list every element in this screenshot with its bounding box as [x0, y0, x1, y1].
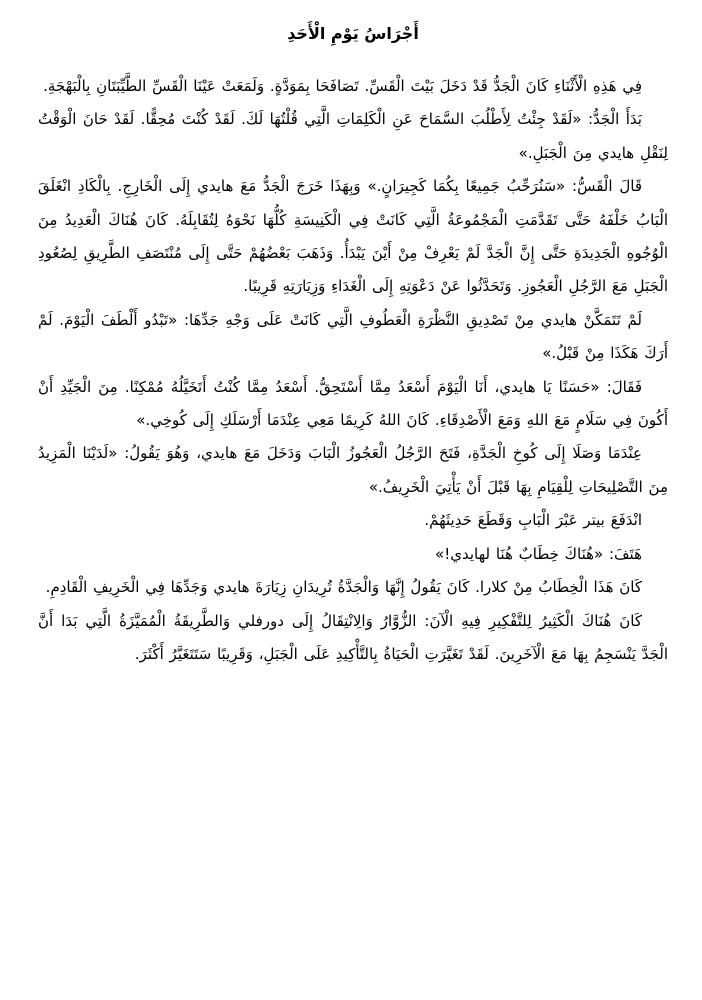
story-body	[38, 70, 668, 671]
story-paragraph: بَدَأَ الْجَدُّ: «لَقَدْ جِئْتُ لِأَطْلُبَ السَّمَاحَ عَنِ الْكَلِمَاتِ الَّتِي قُلْتُهَا لَكَ. لَقَدْ كُنْتَ مُحِقًّا. لَقَدْ حَانَ الْوَقْتُ لِنَقْلِ هايدي مِنَ الْجَبَلِ.»	[38, 110, 668, 162]
story-paragraph: كَانَ هُنَاكَ الْكَثِيرُ لِلتَّفْكِيرِ فِيهِ الْآنَ: الزُّوَّارُ وَالِانْتِقَالُ إِلَى دورفلي وَالطَّرِيقَةُ الْمُمَيَّزَةُ الَّتِي بَدَا أَنَّ الْجَدَّ يَنْسَجِمُ بِهَا مَعَ الْآخَرِينَ. لَقَدْ تَغَيَّرَتِ الْحَيَاةُ بِالتَّأْكِيدِ عَلَى الْجَبَلِ، وَقَرِيبًا سَتَتَغَيَّرُ أَكْثَرَ.	[38, 611, 668, 663]
story-paragraph: انْدَفَعَ بيتر عَبْرَ الْبَابِ وَقَطَعَ حَدِيثَهُمْ.	[424, 511, 642, 530]
page-title: أَجْرَاسُ يَوْمِ الْأَحَدِ	[287, 24, 419, 43]
story-paragraph: لَمْ تَتَمَكَّنْ هايدي مِنْ تَصْدِيقِ النَّظْرَةِ الْعَطُوفِ الَّتِي كَانَتْ عَلَى وَجْهِ جَدِّهَا: «تَبْدُو أَلْطَفَ الْيَوْمَ. لَمْ أَرَكَ هَكَذَا مِنْ قَبْلُ.»	[38, 310, 668, 363]
story-paragraph: كَانَ هَذَا الْخِطَابُ مِنْ كلارا. كَانَ يَقُولُ إِنَّهَا وَالْجَدَّةُ تُرِيدَانِ زِيَارَةَ هايدي وَجَدِّهَا فِي الْخَرِيفِ الْقَادِمِ.	[45, 578, 642, 597]
story-paragraph: عِنْدَمَا وَصَلَا إِلَى كُوخِ الْجَدَّةِ، فَتَحَ الرَّجُلُ الْعَجُوزُ الْبَابَ وَدَخَلَ مَعَ هايدي، وَهُوَ يَقُولُ: «لَدَيْنَا الْمَزِيدُ مِنَ التَّصْلِيحَاتِ لِلْقِيَامِ بِهَا قَبْلَ أَنْ يَأْتِيَ الْخَرِيفُ.»	[38, 444, 668, 496]
story-paragraph: هَتَفَ: «هُنَاكَ خِطَابٌ هُنَا لهايدي!»	[435, 544, 642, 563]
story-paragraph: قَالَ الْقَسُّ: «سَنُرَحِّبُ جَمِيعًا بِكُمَا كَجِيرَانٍ.» وَبِهَذَا خَرَجَ الْجَدُّ مَعَ هايدي إِلَى الْخَارِجِ. بِالْكَادِ انْغَلَقَ الْبَابُ خَلْفَهُ حَتَّى تَقَدَّمَتِ الْمَجْمُوعَةُ الَّتِي كَانَتْ فِي الْكَنِيسَةِ كُلُّهَا نَحْوَهُ لِتُقَابِلَهُ. كَانَ هُنَاكَ الْعَدِيدُ مِنَ الْوُجُوهِ الْجَدِيدَةِ حَتَّى إِنَّ الْجَدَّ لَمْ يَعْرِفْ مِنْ أَيْنَ يَبْدَأُ. وَذَهَبَ بَعْضُهُمْ حَتَّى إِلَى مُنْتَصَفِ الطَّرِيقِ لِصُعُودِ الْجَبَلِ مَعَ الرَّجُلِ الْعَجُوزِ. وَتَحَدَّثُوا عَنْ دَعْوَتِهِ إِلَى الْغَدَاءِ وَزِيَارَتِهِ قَرِيبًا.	[38, 177, 668, 296]
story-paragraph: فَقَالَ: «حَسَنًا يَا هايدي، أَنَا الْيَوْمَ أَسْعَدُ مِمَّا أَسْتَحِقُّ. أَسْعَدُ مِمَّا كُنْتُ أَتَخَيَّلُهُ مُمْكِنًا. مِنَ الْجَيِّدِ أَنْ أَكُونَ فِي سَلَامٍ مَعَ اللهِ وَمَعَ الْأَصْدِقَاءِ. كَانَ اللهُ كَرِيمًا مَعِي عِنْدَمَا أَرْسَلَكِ إِلَى كُوخِي.»	[38, 377, 668, 430]
story-paragraph: فِي هَذِهِ الْأَثْنَاءِ كَانَ الْجَدُّ قَدْ دَخَلَ بَيْتَ الْقَسِّ. تَصَافَحَا بِمَوَدَّةٍ. وَلَمَعَتْ عَيْنَا الْقَسِّ الطَّيِّبَتَانِ بِالْبَهْجَةِ.	[43, 77, 642, 95]
